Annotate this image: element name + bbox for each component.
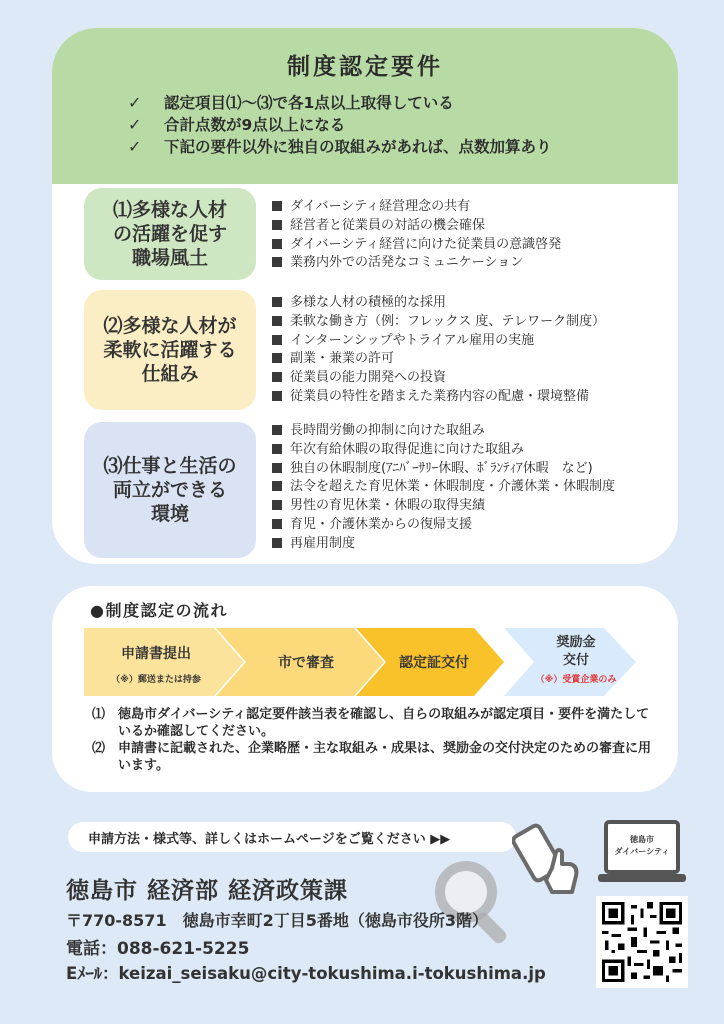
flow-step-1-note: （※）郵送または持参 xyxy=(111,675,201,685)
flow-step-3-label: 認定証交付 xyxy=(399,655,469,671)
phone: 電話：088-621-5225 xyxy=(66,939,250,959)
flow-card xyxy=(52,586,678,792)
requirement-label-3: ⑶仕事と生活の 両立ができる 環境 xyxy=(84,422,256,558)
requirement-items-3 xyxy=(272,422,615,558)
list-item: 柔軟な働き方（例：フレックス 度、テレワーク制度） xyxy=(272,313,605,332)
list-item: 長時間労働の抑制に向けた取組み xyxy=(272,422,615,441)
list-item: インターンシップやトライアル雇用の実施 xyxy=(272,332,605,351)
flow-step-1 xyxy=(84,628,244,696)
checkmark-icon: ✓ xyxy=(128,114,142,134)
flow-step-4-note: （※）受賞企業のみ xyxy=(535,675,617,685)
check-item: ✓ 下記の要件以外に独自の取組みがあれば、点数加算あり xyxy=(128,136,552,156)
organization-name: 徳島市 経済部 経済政策課 xyxy=(66,878,349,904)
email[interactable]: Eﾒｰﾙ：keizai_seisaku@city-tokushima.i-tokushima.jp xyxy=(66,964,546,983)
requirements-card xyxy=(52,28,678,564)
laptop-label-2: ダイバーシティ xyxy=(614,847,670,856)
requirement-items-1 xyxy=(272,198,561,280)
flow-note-2: ⑵ 申請書に記載された、企業略歴・主な取組み・成果は、奨励金の交付決定のための審査に用います。 xyxy=(92,741,652,773)
qr-code[interactable] xyxy=(596,896,688,988)
requirement-items-2 xyxy=(272,294,605,410)
flow-diagram xyxy=(84,626,644,698)
list-item: 従業員の能力開発への投資 xyxy=(272,369,605,388)
check-item: ✓ 認定項目⑴～⑶で各1点以上取得している xyxy=(128,92,454,112)
list-item: 育児・介護休業からの復帰支援 xyxy=(272,516,615,535)
requirement-label-2: ⑵多様な人材が 柔軟に活躍する 仕組み xyxy=(84,290,256,410)
flow-note-1: ⑴ 徳島市ダイバーシティ認定要件該当表を確認し、自らの取組みが認定項目・要件を満たしているか確認してください。 xyxy=(92,707,650,739)
list-item: ダイバーシティ経営理念の共有 xyxy=(272,198,561,217)
page-title: 制度認定要件 xyxy=(287,54,443,80)
flow-step-4-label: 奨励金 xyxy=(556,635,596,650)
check-item: ✓ 合計点数が9点以上になる xyxy=(128,114,346,134)
flow-step-1-label: 申請書提出 xyxy=(121,646,191,662)
list-item: 法令を超えた育児休業・休暇制度・介護休業・休暇制度 xyxy=(272,478,615,497)
qr-code-icon xyxy=(602,902,682,982)
list-item: 経営者と従業員の対話の機会確保 xyxy=(272,217,561,236)
list-item: 再雇用制度 xyxy=(272,535,615,554)
address: 〒770-8571 徳島市幸町2丁目5番地（徳島市役所3階） xyxy=(66,911,488,930)
list-item: 男性の育児休業・休暇の取得実績 xyxy=(272,497,615,516)
card-header xyxy=(52,28,678,184)
flow-step-4-label2: 交付 xyxy=(562,653,590,668)
checkmark-icon: ✓ xyxy=(128,92,142,112)
laptop-label-1: 徳島市 xyxy=(630,835,654,844)
list-item: 多様な人材の積極的な採用 xyxy=(272,294,605,313)
flow-step-2-label: 市で審査 xyxy=(278,655,334,671)
checkmark-icon: ✓ xyxy=(128,136,142,156)
list-item: 従業員の特性を踏まえた業務内容の配慮・環境整備 xyxy=(272,388,605,407)
requirement-1 xyxy=(84,188,561,280)
homepage-link[interactable]: 申請方法・様式等、詳しくはホームページをご覧ください ▶▶ xyxy=(68,822,516,852)
requirement-2 xyxy=(84,290,605,410)
list-item: ダイバーシティ経営に向けた従業員の意識啓発 xyxy=(272,236,561,255)
magnifier-icon xyxy=(430,856,520,956)
list-item: 独自の休暇制度(ｱﾆﾊﾞｰｻﾘｰ休暇、ﾎﾞﾗﾝﾃｨｱ休暇 など) xyxy=(272,460,615,479)
requirement-3 xyxy=(84,422,615,558)
list-item: 業務内外での活発なコミュニケーション xyxy=(272,254,561,273)
laptop-icon xyxy=(596,818,688,888)
list-item: 年次有給休暇の取得促進に向けた取組み xyxy=(272,441,615,460)
requirement-label-1: ⑴多様な人材 の活躍を促す 職場風土 xyxy=(84,188,256,280)
check-list xyxy=(128,91,678,157)
smartphone-touch-icon xyxy=(512,818,592,898)
flow-title: ●制度認定の流れ xyxy=(90,601,228,620)
list-item: 副業・兼業の許可 xyxy=(272,350,605,369)
flow-notes xyxy=(92,706,652,774)
